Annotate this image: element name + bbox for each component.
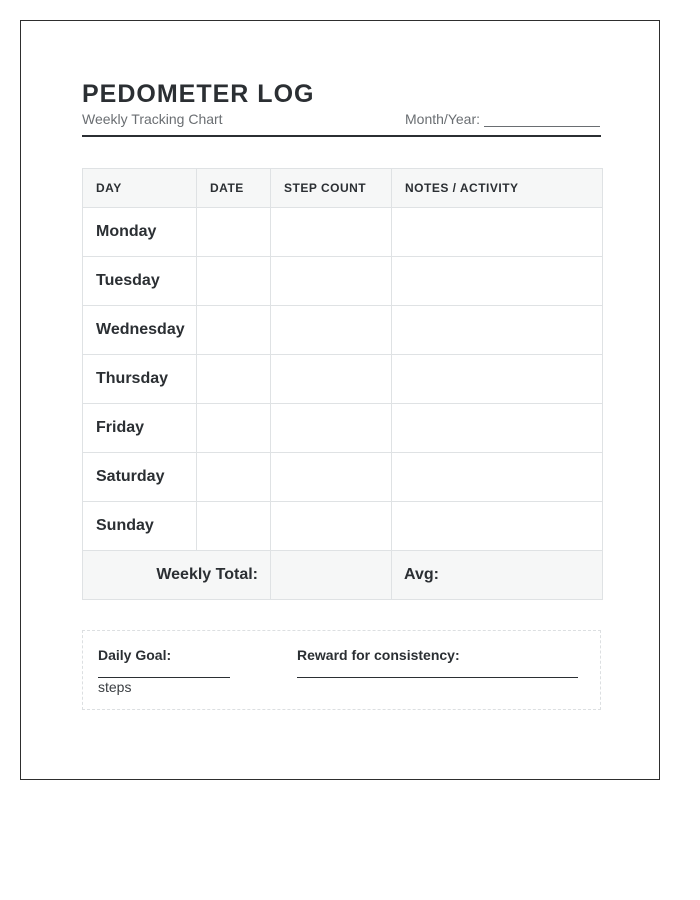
- table-row: [83, 306, 603, 355]
- notes-cell[interactable]: [392, 208, 603, 257]
- date-cell[interactable]: [197, 453, 271, 502]
- notes-cell[interactable]: [392, 257, 603, 306]
- column-header-step-count: STEP COUNT: [271, 169, 392, 208]
- header-divider: [82, 135, 601, 137]
- reward-blank-line[interactable]: [297, 677, 578, 678]
- daily-goal-unit: steps: [98, 679, 132, 695]
- page-subtitle: Weekly Tracking Chart: [82, 111, 223, 127]
- day-cell: Saturday: [83, 453, 197, 502]
- date-cell[interactable]: [197, 306, 271, 355]
- table-header-row: [83, 169, 603, 208]
- day-cell: Wednesday: [83, 306, 197, 355]
- month-year-field[interactable]: [405, 111, 600, 127]
- date-cell[interactable]: [197, 355, 271, 404]
- table-row: [83, 257, 603, 306]
- page-title: PEDOMETER LOG: [82, 80, 315, 108]
- table-row: [83, 502, 603, 551]
- log-page: [20, 20, 660, 780]
- step-count-cell[interactable]: [271, 257, 392, 306]
- goals-section: [82, 630, 601, 710]
- date-cell[interactable]: [197, 502, 271, 551]
- step-count-cell[interactable]: [271, 208, 392, 257]
- step-count-cell[interactable]: [271, 404, 392, 453]
- daily-goal-label: Daily Goal:: [98, 647, 172, 663]
- day-cell: Thursday: [83, 355, 197, 404]
- day-cell: Tuesday: [83, 257, 197, 306]
- weekly-total-row: [83, 551, 603, 600]
- day-cell: Sunday: [83, 502, 197, 551]
- daily-goal-blank-line[interactable]: [98, 677, 230, 678]
- notes-cell[interactable]: [392, 306, 603, 355]
- table-row: [83, 404, 603, 453]
- column-header-notes: NOTES / ACTIVITY: [392, 169, 603, 208]
- step-count-cell[interactable]: [271, 502, 392, 551]
- date-cell[interactable]: [197, 404, 271, 453]
- notes-cell[interactable]: [392, 453, 603, 502]
- weekly-total-value-cell[interactable]: [271, 551, 392, 600]
- step-count-cell[interactable]: [271, 355, 392, 404]
- day-cell: Monday: [83, 208, 197, 257]
- notes-cell[interactable]: [392, 404, 603, 453]
- table-row: [83, 355, 603, 404]
- table-row: [83, 453, 603, 502]
- month-year-label: Month/Year:: [405, 111, 480, 127]
- weekly-total-label: Weekly Total:: [83, 551, 271, 600]
- date-cell[interactable]: [197, 208, 271, 257]
- average-cell[interactable]: Avg:: [392, 551, 603, 600]
- notes-cell[interactable]: [392, 502, 603, 551]
- step-count-cell[interactable]: [271, 453, 392, 502]
- day-cell: Friday: [83, 404, 197, 453]
- pedometer-log-table: [82, 168, 603, 600]
- month-year-blank-line[interactable]: [484, 112, 600, 127]
- column-header-day: DAY: [83, 169, 197, 208]
- step-count-cell[interactable]: [271, 306, 392, 355]
- reward-label: Reward for consistency:: [297, 647, 460, 663]
- date-cell[interactable]: [197, 257, 271, 306]
- table-row: [83, 208, 603, 257]
- column-header-date: DATE: [197, 169, 271, 208]
- notes-cell[interactable]: [392, 355, 603, 404]
